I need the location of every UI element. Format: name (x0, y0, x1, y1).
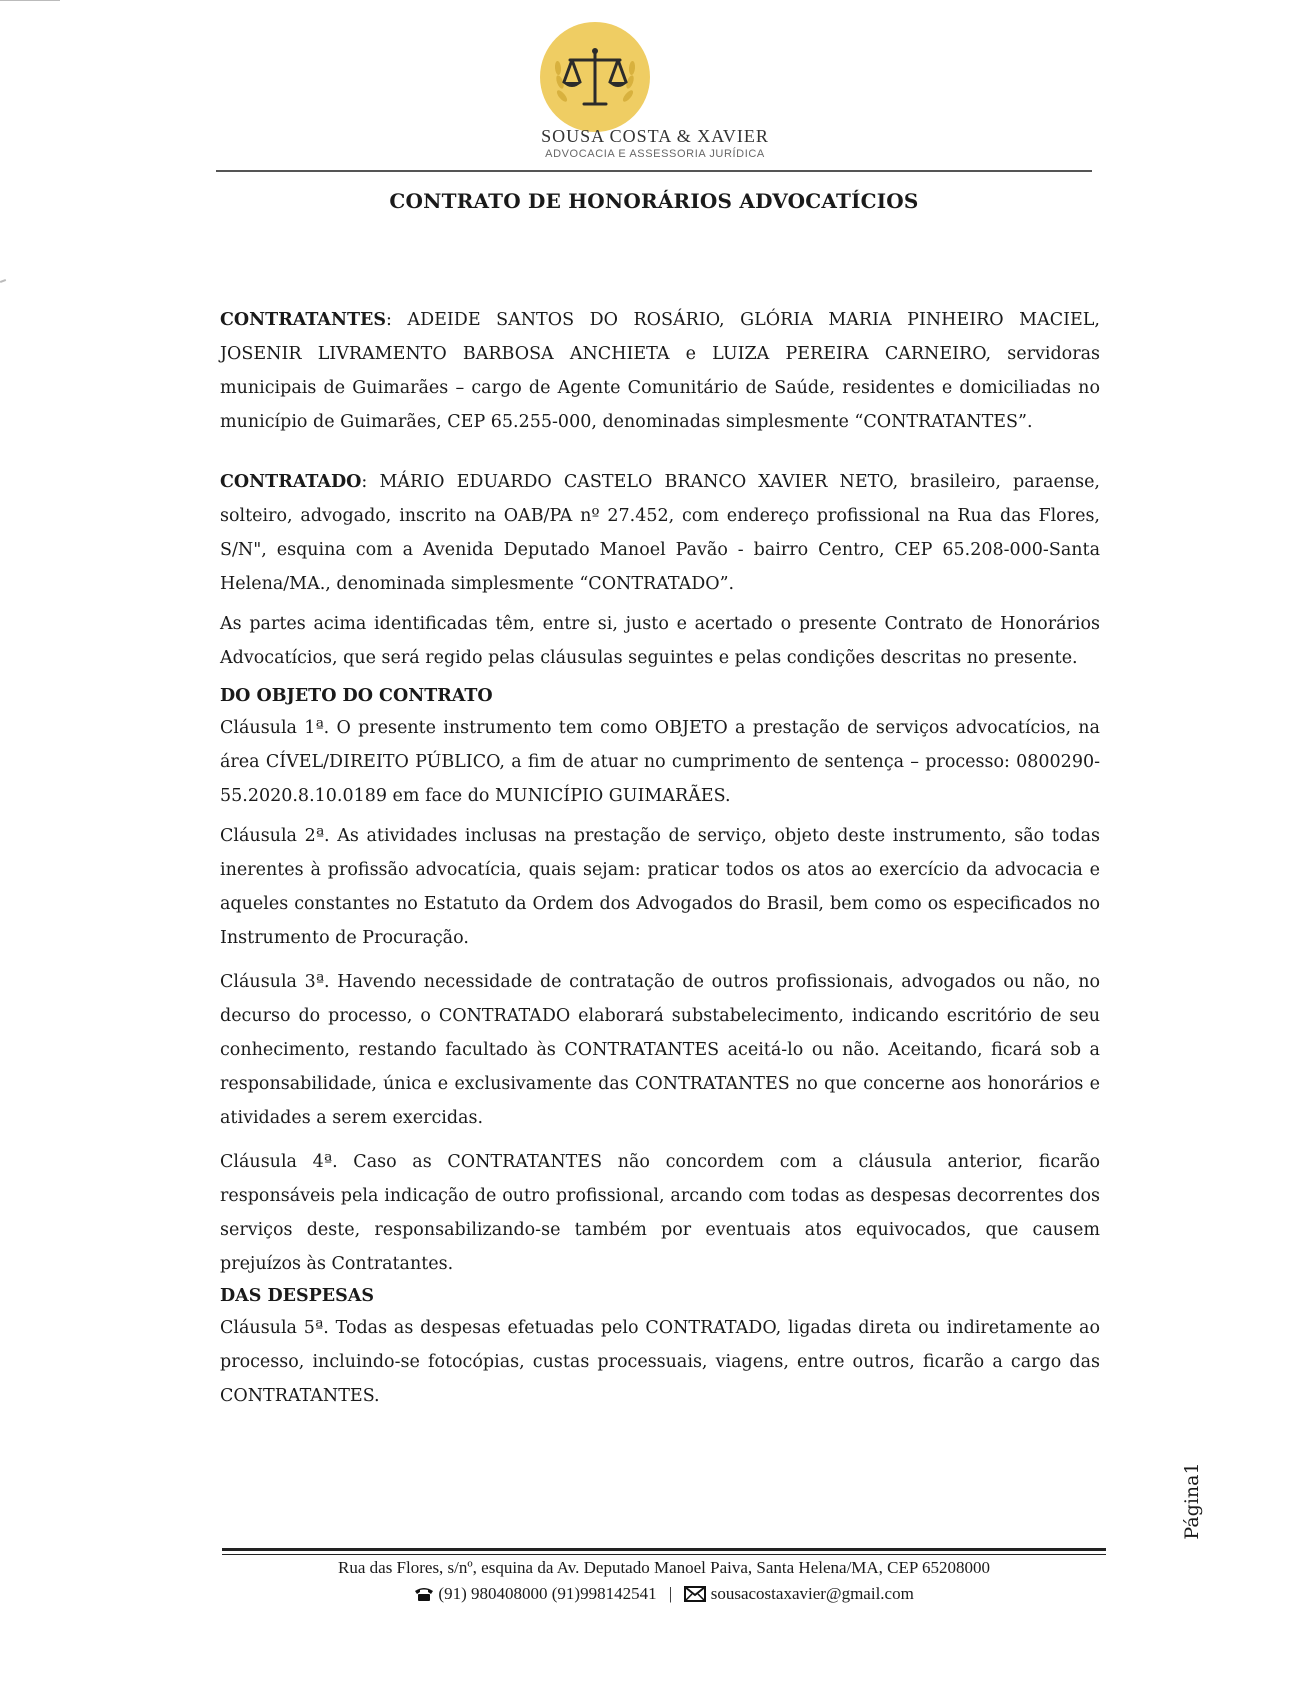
intro-paragraph: As partes acima identificadas têm, entre si, justo e acertado o presente Contrato de Honorários Advocatícios, que será regido pelas cláusulas seguintes e pelas condições descritas no presente. (220, 614, 1100, 668)
telephone-icon (414, 1583, 434, 1611)
scan-artifact-left-mark (0, 279, 6, 283)
contratantes-paragraph (220, 303, 1100, 439)
brand-subtitle: ADVOCACIA E ASSESSORIA JURÍDICA (545, 148, 765, 160)
contratado-label: CONTRATADO (220, 472, 362, 492)
footer-contact (222, 1580, 1106, 1611)
clausula-5: Cláusula 5ª. Todas as despesas efetuadas pelo CONTRATADO, ligadas direta ou indiretamente ao processo, incluindo-se fotocópias, custas processuais, viagens, entre outros, ficarão a cargo das CONTRATANTES. (220, 1318, 1100, 1406)
contratado-paragraph (220, 465, 1100, 601)
brand-block (0, 126, 1310, 160)
brand-name: SOUSA COSTA & XAVIER (541, 126, 769, 146)
section-heading-despesas: DAS DESPESAS (220, 1286, 374, 1306)
footer-divider-thick (222, 1548, 1106, 1551)
logo-badge (540, 22, 650, 132)
envelope-icon (684, 1583, 706, 1611)
header-divider (216, 170, 1092, 172)
clausula-3: Cláusula 3ª. Havendo necessidade de contratação de outros profissionais, advogados ou não, no decurso do processo, o CONTRATADO elaborará substabelecimento, indicando escritório de seu conhecimento, restando facultado às CONTRATANTES aceitá-lo ou não. Aceitando, ficará sob a responsabilidade, única e exclusivamente das CONTRATANTES no que concerne aos honorários e atividades a serem exercidas. (220, 972, 1100, 1128)
clausula-2: Cláusula 2ª. As atividades inclusas na prestação de serviço, objeto deste instrumento, são todas inerentes à profissão advocatícia, quais sejam: praticar todos os atos ao exercício da advocacia e aqueles constantes no Estatuto da Ordem dos Advogados do Brasil, bem como os especificados no Instrumento de Procuração. (220, 826, 1100, 948)
footer-separator: | (668, 1584, 673, 1603)
contratantes-label: CONTRATANTES (220, 310, 386, 330)
contratado-text: : MÁRIO EDUARDO CASTELO BRANCO XAVIER NETO, brasileiro, paraense, solteiro, advogado, inscrito na OAB/PA nº 27.452, com endereço profissional na Rua das Flores, S/N", esquina com a Avenida Deputado Manoel Pavão - bairro Centro, CEP 65.208-000-Santa Helena/MA., denominada simplesmente “CONTRATADO”. (220, 472, 1100, 594)
scales-of-justice-icon (540, 22, 650, 132)
document-title: CONTRATO DE HONORÁRIOS ADVOCATÍCIOS (389, 189, 919, 213)
contratantes-text: : ADEIDE SANTOS DO ROSÁRIO, GLÓRIA MARIA PINHEIRO MACIEL, JOSENIR LIVRAMENTO BARBOSA ANCHIETA e LUIZA PEREIRA CARNEIRO, servidoras municipais de Guimarães – cargo de Agente Comunitário de Saúde, residentes e domiciliadas no município de Guimarães, CEP 65.255-000, denominadas simplesmente “CONTRATANTES”. (220, 310, 1100, 432)
firm-logo (540, 22, 650, 132)
clausula-1: Cláusula 1ª. O presente instrumento tem como OBJETO a prestação de serviços advocatícios, na área CÍVEL/DIREITO PÚBLICO, a fim de atuar no cumprimento de sentença – processo: 0800290-55.2020.8.10.0189 em face do MUNICÍPIO GUIMARÃES. (220, 718, 1100, 806)
clausula-4: Cláusula 4ª. Caso as CONTRATANTES não concordem com a cláusula anterior, ficarão responsáveis pela indicação de outro profissional, arcando com todas as despesas decorrentes dos serviços deste, responsabilizando-se também por eventuais atos equivocados, que causem prejuízos às Contratantes. (220, 1152, 1100, 1274)
page-number: Página1 (1181, 1462, 1203, 1540)
section-heading-objeto: DO OBJETO DO CONTRATO (220, 686, 493, 706)
footer-address: Rua das Flores, s/nº, esquina da Av. Deputado Manoel Paiva, Santa Helena/MA, CEP 65208000 (338, 1558, 990, 1577)
footer-phones: (91) 980408000 (91)998142541 (438, 1584, 657, 1603)
scan-artifact-top-line (0, 0, 60, 1)
footer-email: sousacostaxavier@gmail.com (710, 1584, 914, 1603)
contract-body (220, 303, 1100, 1413)
